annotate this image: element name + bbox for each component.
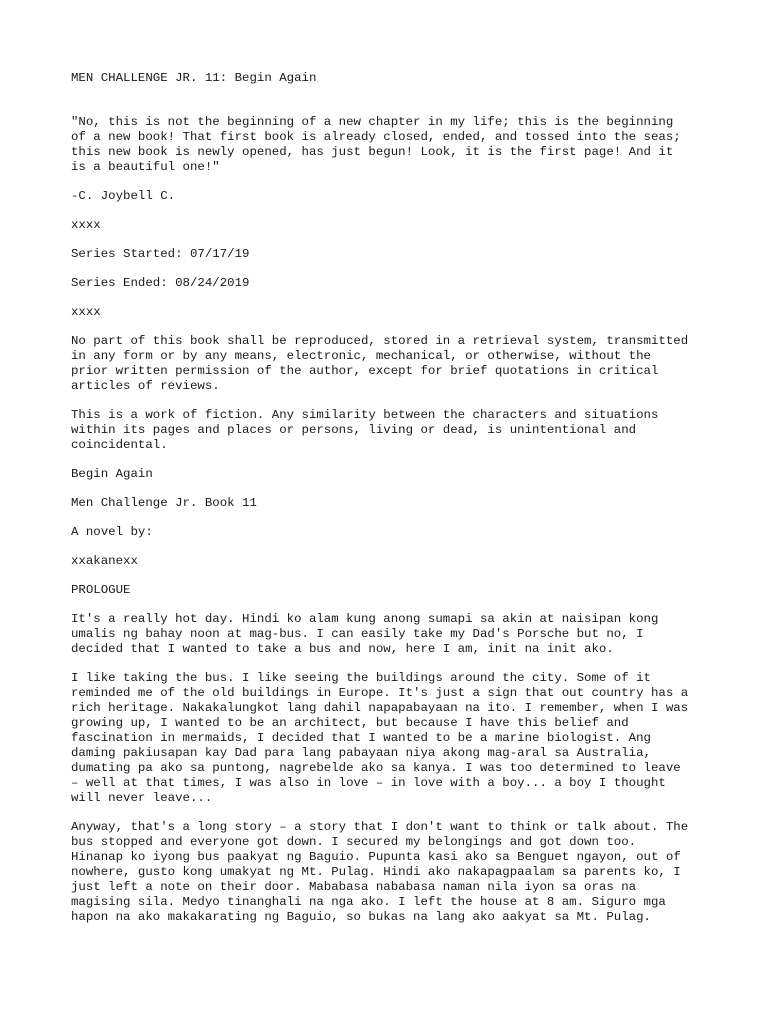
novel-by-label: A novel by:: [71, 525, 153, 539]
epigraph-quote: "No, this is not the beginning of a new chapter in my life; this is the beginning of a new book! That first book is already closed, ended, and tossed into the seas; this new book is newly opened, has just begun! Look, it is the first page! And it is a beautiful one!": [71, 115, 681, 174]
series-book: Men Challenge Jr. Book 11: [71, 496, 257, 510]
series-ended: Series Ended: 08/24/2019: [71, 276, 250, 290]
document-page: [71, 71, 711, 939]
book-title: Begin Again: [71, 467, 153, 481]
epigraph-author: -C. Joybell C.: [71, 189, 176, 203]
series-started: Series Started: 07/17/19: [71, 247, 250, 261]
copyright-notice: No part of this book shall be reproduced, stored in a retrieval system, transmitted in any form or by any means, electronic, mechanical, or otherwise, without the prior written permission of the author, except for brief quotations in critical articles of reviews.: [71, 334, 689, 393]
prologue-paragraph: It's a really hot day. Hindi ko alam kung anong sumapi sa akin at naisipan kong umalis ng bahay noon at mag-bus. I can easily take my Dad's Porsche but no, I decided that I wanted to take a bus and now, here I am, init na init ako.: [71, 612, 659, 656]
prologue-heading: PROLOGUE: [71, 583, 131, 597]
document-title: MEN CHALLENGE JR. 11: Begin Again: [71, 71, 317, 85]
fiction-notice: This is a work of fiction. Any similarity between the characters and situations within its pages and places or persons, living or dead, is unintentional and coincidental.: [71, 408, 659, 452]
separator: xxxx: [71, 218, 101, 232]
separator: xxxx: [71, 305, 101, 319]
author-name: xxakanexx: [71, 554, 138, 568]
prologue-paragraph: Anyway, that's a long story – a story that I don't want to think or talk about. The bus stopped and everyone got down. I secured my belongings and got down too. Hinanap ko iyong bus paakyat ng Baguio. Pupunta kasi ako sa Benguet ngayon, out of nowhere, gusto kong umakyat ng Mt. Pulag. Hindi ako nakapagpaalam sa parents ko, I just left a note on their door. Mababasa nababasa naman nila iyon sa oras na magising sila. Medyo tinanghali na nga ako. I left the house at 8 am. Siguro mga hapon na ako makakarating ng Baguio, so bukas na lang ako aakyat sa Mt. Pulag.: [71, 820, 689, 924]
prologue-paragraph: I like taking the bus. I like seeing the buildings around the city. Some of it reminded me of the old buildings in Europe. It's just a sign that out country has a rich heritage. Nakakalungkot lang dahil napapabayaan na ito. I remember, when I was growing up, I wanted to be an architect, but because I have this belief and fascination in mermaids, I decided that I wanted to be a marine biologist. Ang daming pakiusapan kay Dad para lang pabayaan niya akong mag-aral sa Australia, dumating pa ako sa puntong, nagrebelde ako sa kanya. I was too determined to leave – well at that times, I was also in love – in love with a boy... a boy I thought will never leave...: [71, 671, 689, 805]
